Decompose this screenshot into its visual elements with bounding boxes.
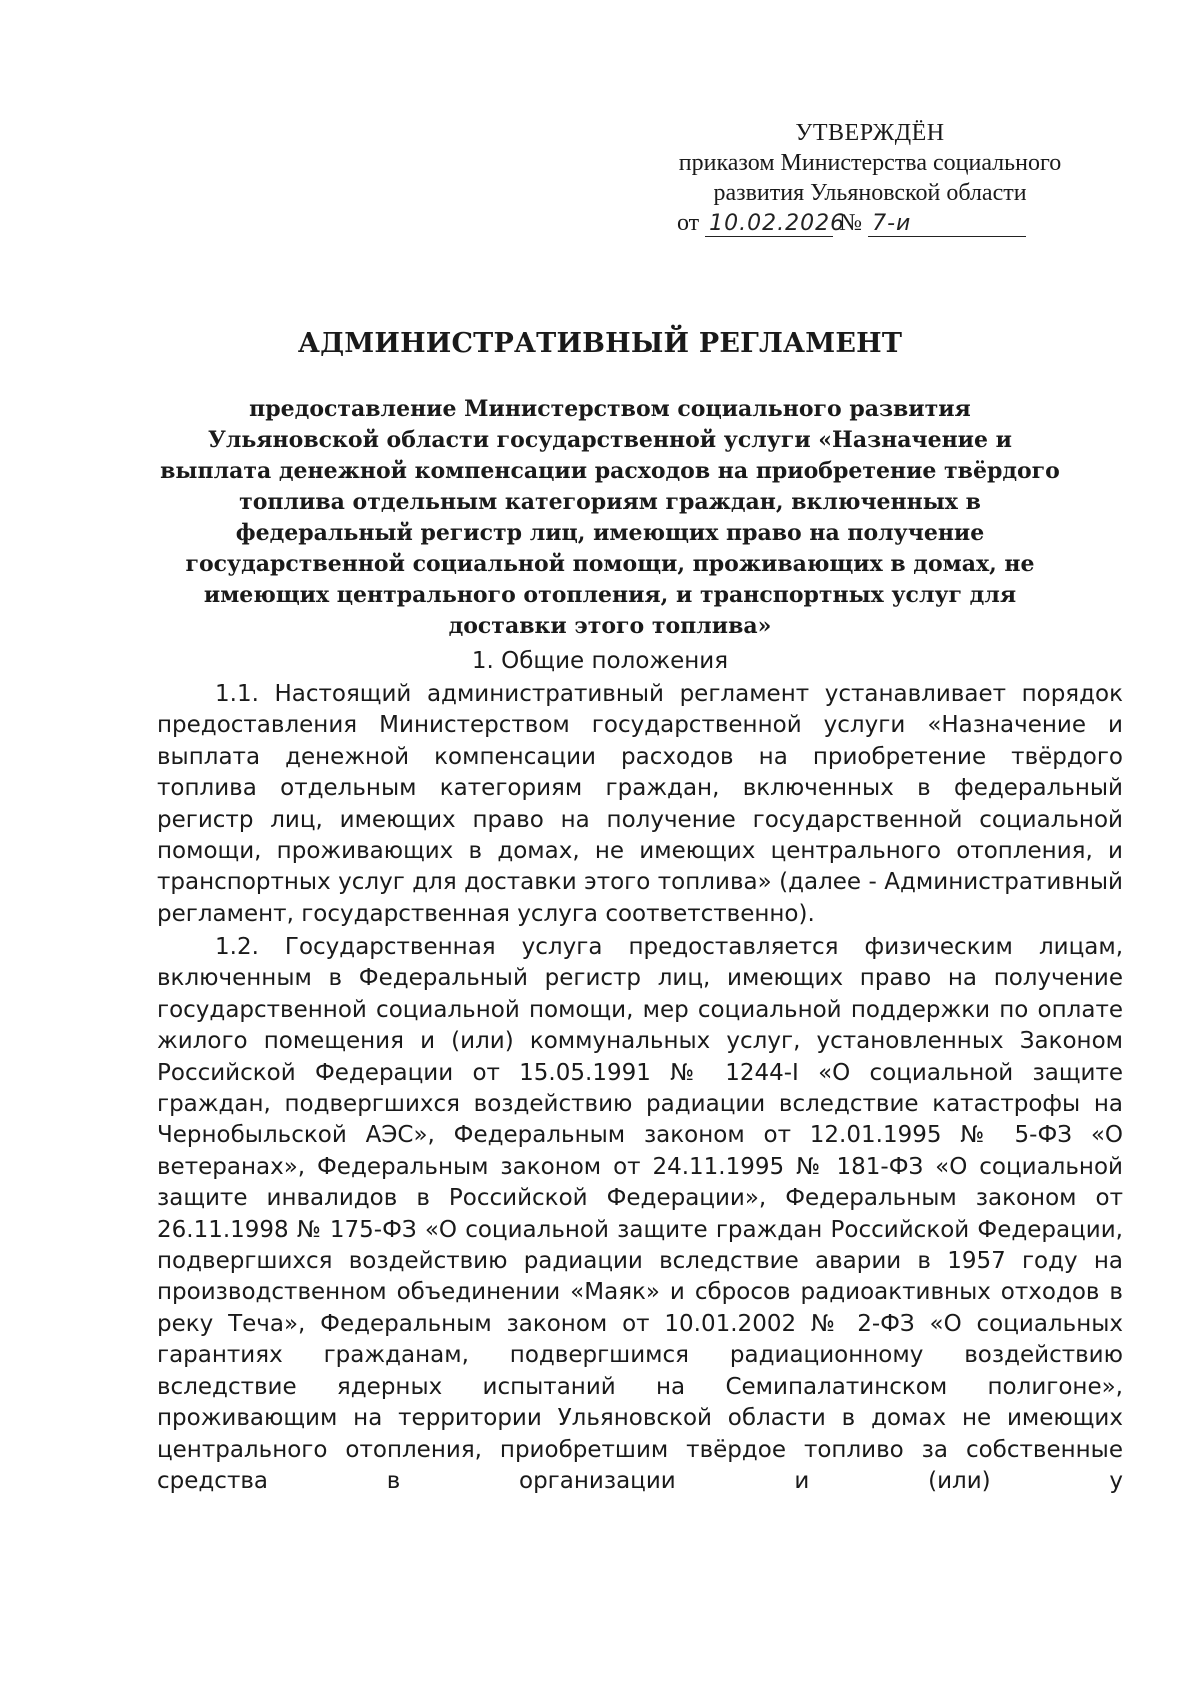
approval-date-field [705, 211, 846, 237]
approval-number-handwritten: 7-и [872, 211, 912, 236]
approval-date-number-line [660, 208, 1080, 238]
approval-title: УТВЕРЖДЁН [795, 120, 945, 146]
paragraph-1-1 [157, 679, 1123, 930]
document-title: АДМИНИСТРАТИВНЫЙ РЕГЛАМЕНТ [297, 328, 903, 359]
approval-ministry-line: развития Ульяновской области [713, 180, 1027, 206]
approval-date-handwritten: 10.02.2026 [709, 211, 846, 236]
document-subtitle: предоставление Министерством социального развития Ульяновской области государственной услуги «Назначение и выплата денежной компенсации расходов на приобретение твёрдого топлива отдельным категориям граждан, включенных в федеральный регистр лиц, имеющих право на получение государственной социальной помощи, проживающих в домах, не имеющих центрального отопления, и транспортных услуг для доставки этого топлива» [160, 396, 1060, 639]
paragraph-1-2 [157, 932, 1123, 1497]
paragraph-1-1-text: 1.1. Настоящий административный регламент устанавливает порядок предоставления Министерством государственной услуги «Назначение и выплата денежной компенсации расходов на приобретение твёрдого топлива отдельным категориям граждан, включенных в федеральный регистр лиц, имеющих право на получение государственной социальной помощи, проживающих в домах, не имеющих центрального отопления, и транспортных услуг для доставки этого топлива» (далее - Административный регламент, государственная услуга соответственно). [157, 681, 1123, 927]
approval-from-label: от [677, 210, 700, 236]
approval-stamp-block [660, 118, 1080, 238]
section-heading: 1. Общие положения [471, 648, 729, 674]
approval-number-field [868, 211, 1026, 237]
approval-order-line: приказом Министерства социального [678, 150, 1062, 176]
approval-number-label: № [839, 210, 863, 236]
paragraph-1-2-text: 1.2. Государственная услуга предоставляется физическим лицам, включенным в Федеральный регистр лиц, имеющих право на получение государственной социальной помощи, мер социальной поддержки по оплате жилого помещения и (или) коммунальных услуг, установленных Законом Российской Федерации от 15.05.1991 № 1244-I «О социальной защите граждан, подвергшихся воздействию радиации вследствие катастрофы на Чернобыльской АЭС», Федеральным законом от 12.01.1995 № 5-ФЗ «О ветеранах», Федеральным законом от 24.11.1995 № 181-ФЗ «О социальной защите инвалидов в Российской Федерации», Федеральным законом от 26.11.1998 № 175-ФЗ «О социальной защите граждан Российской Федерации, подвергшихся воздействию радиации вследствие аварии в 1957 году на производственном объединении «Маяк» и сбросов радиоактивных отходов в реку Теча», Федеральным законом от 10.01.2002 № 2-ФЗ «О социальных гарантиях гражданам, подвергшимся радиационному воздействию вследствие ядерных испытаний на Семипалатинском полигоне», проживающим на территории Ульяновской области в домах не имеющих центрального отопления, приобретшим твёрдое топливо за собственные средства в организации и (или) у [157, 934, 1123, 1494]
